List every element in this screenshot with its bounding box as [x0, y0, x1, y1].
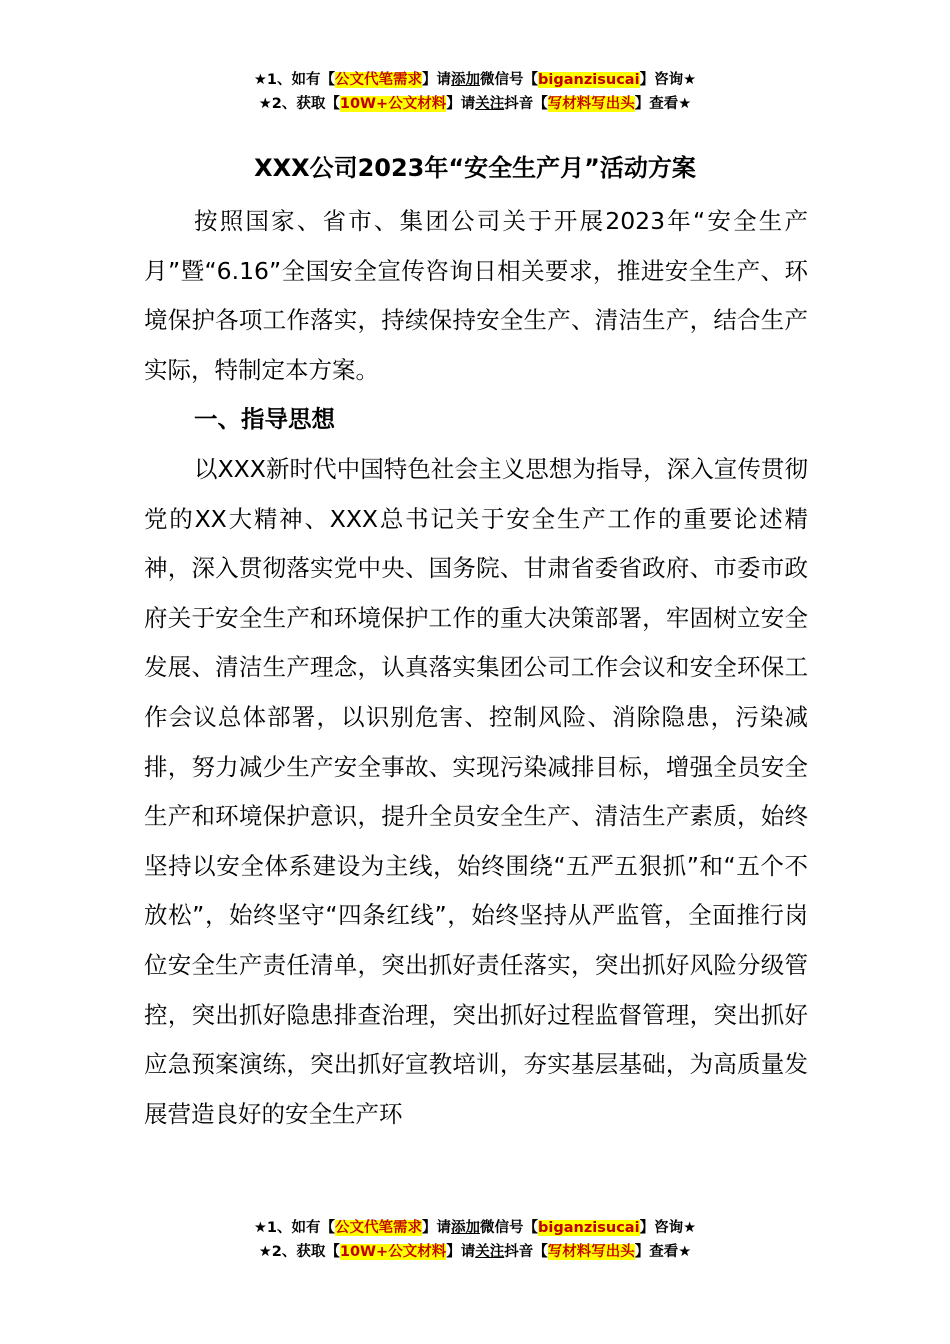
- banner-line-1: ★1、如有【公文代笔需求】请添加微信号【biganzisucai】咨询★: [253, 72, 697, 88]
- banner-line-1: ★1、如有【公文代笔需求】请添加微信号【biganzisucai】咨询★: [253, 1220, 697, 1236]
- star-icon: ★: [258, 96, 272, 112]
- star-icon: ★: [678, 96, 692, 112]
- star-icon: ★: [258, 1244, 272, 1260]
- highlight-service: 公文代笔需求: [335, 1220, 423, 1236]
- banner-line-2: ★2、获取【10W+公文材料】请关注抖音【写材料写出头】查看★: [258, 1244, 692, 1260]
- highlight-materials: 10W+公文材料: [339, 96, 447, 112]
- section-heading: 一、指导思想: [194, 405, 335, 434]
- star-icon: ★: [253, 72, 267, 88]
- header-banner: [0, 68, 950, 116]
- highlight-douyin: 写材料写出头: [547, 1244, 635, 1260]
- highlight-materials: 10W+公文材料: [339, 1244, 447, 1260]
- section-paragraph: 以XXX新时代中国特色社会主义思想为指导，深入宣传贯彻党的XX大精神、XXX总书记关于安全生产工作的重要论述精神，深入贯彻落实党中央、国务院、甘肃省委省政府、市委市政府关于安全生产和环境保护工作的重大决策部署，牢固树立安全发展、清洁生产理念，认真落实集团公司工作会议和安全环保工作会议总体部署，以识别危害、控制风险、消除隐患，污染减排，努力减少生产安全事故、实现污染减排目标，增强全员安全生产和环境保护意识，提升全员安全生产、清洁生产素质，始终坚持以安全体系建设为主线，始终围绕“五严五狠抓”和“五个不放松”，始终坚守“四条红线”，始终坚持从严监管，全面推行岗位安全生产责任清单，突出抓好责任落实，突出抓好风险分级管控，突出抓好隐患排查治理，突出抓好过程监督管理，突出抓好应急预案演练，突出抓好宣教培训，夯实基层基础，为高质量发展营造良好的安全生产环: [144, 454, 808, 1128]
- star-icon: ★: [678, 1244, 692, 1260]
- star-icon: ★: [683, 72, 697, 88]
- highlight-douyin: 写材料写出头: [547, 96, 635, 112]
- document-title: XXX公司2023年“安全生产月”活动方案: [254, 154, 696, 182]
- highlight-wechat-id: biganzisucai: [538, 1220, 640, 1236]
- highlight-wechat-id: biganzisucai: [538, 72, 640, 88]
- banner-line-2: ★2、获取【10W+公文材料】请关注抖音【写材料写出头】查看★: [258, 96, 692, 112]
- star-icon: ★: [683, 1220, 697, 1236]
- document-body: [144, 197, 808, 1139]
- highlight-service: 公文代笔需求: [335, 72, 423, 88]
- intro-paragraph: 按照国家、省市、集团公司关于开展2023年“安全生产月”暨“6.16”全国安全宣传咨询日相关要求，推进安全生产、环境保护各项工作落实，持续保持安全生产、清洁生产，结合生产实际，特制定本方案。: [144, 207, 808, 384]
- star-icon: ★: [253, 1220, 267, 1236]
- footer-banner: [0, 1216, 950, 1264]
